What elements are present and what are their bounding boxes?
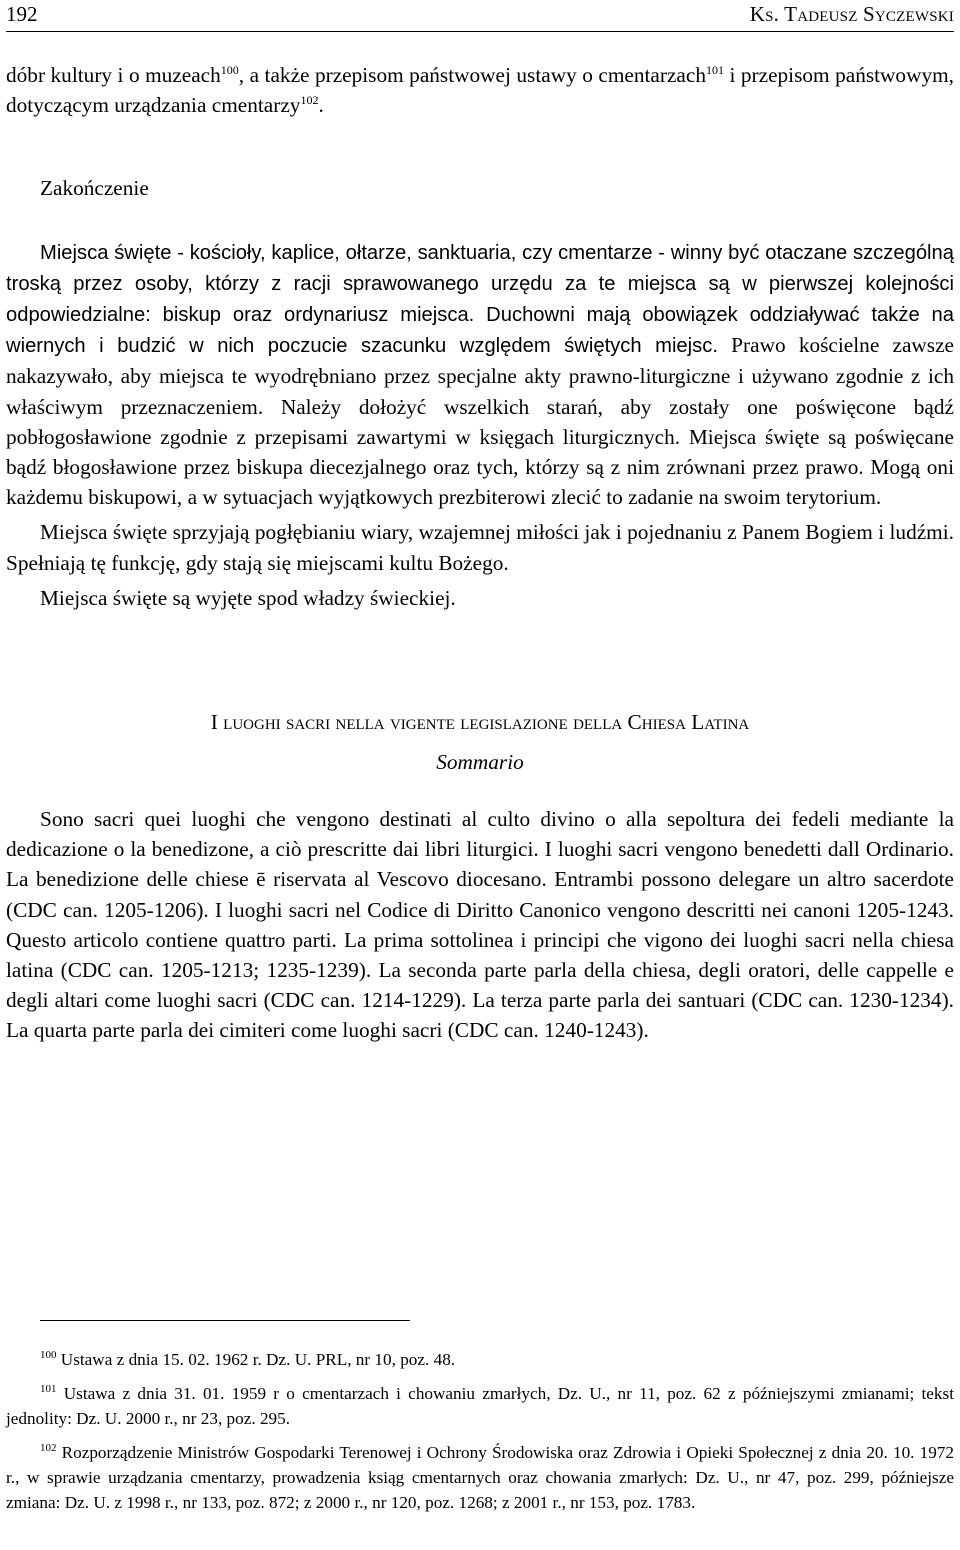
footnote-text: Rozporządzenie Ministrów Gospodarki Terenowej i Ochrony Środowiska oraz Zdrowia i Opieki Społecznej z dnia 20. 10. 1972 r., w sprawie urządzania cmentarzy, prowadzenia ksiąg cmentarnych oraz chowania zmarłych: Dz. U., nr 47, poz. 299, późniejsze zmiana: Dz. U. z 1998 r., nr 133, poz. 872; z 2000 r., nr 120, poz. 1268; z 2001 r., nr 153, poz. 1783. <box>6 1443 954 1512</box>
page-number: 192 <box>6 2 38 26</box>
footnote-text: Ustawa z dnia 15. 02. 1962 r. Dz. U. PRL, nr 10, poz. 48. <box>56 1350 456 1369</box>
intro-paragraph <box>6 60 954 120</box>
conclusion-paragraph-3: Miejsca święte są wyjęte spod władzy świeckiej. <box>40 585 456 610</box>
footnote-ref-101[interactable]: 101 <box>705 63 724 77</box>
conclusion-paragraph-1 <box>6 237 954 513</box>
running-header <box>6 2 954 28</box>
summary-subtitle: Sommario <box>436 750 524 775</box>
footnote-number: 102 <box>40 1442 57 1454</box>
intro-text-d: . <box>318 93 324 118</box>
footnote-rule <box>40 1320 410 1321</box>
summary-title: I luoghi sacri nella vigente legislazione della Chiesa Latina <box>210 710 750 735</box>
footnote-100 <box>6 1347 954 1372</box>
spacer <box>6 777 954 804</box>
spacer <box>6 737 954 747</box>
intro-text-a: dóbr kultury i o muzeach <box>6 63 221 87</box>
conclusion-paragraph-2: Miejsca święte sprzyjają pogłębianiu wiary, wzajemnej miłości jak i pojednaniu z Panem Bogiem i ludźmi. Spełniają tę funkcję, gdy stają się miejscami kultu Bożego. <box>6 520 954 575</box>
intro-text-b: , a także przepisom państwowej ustawy o cmentarzach <box>238 63 706 87</box>
footnote-text: Ustawa z dnia 31. 01. 1959 r o cmentarzach i chowaniu zmarłych, Dz. U., nr 11, poz. 62 z późniejszymi zmianami; tekst jednolity: Dz. U. 2000 r., nr 23, poz. 295. <box>6 1384 954 1428</box>
running-author: Ks. Tadeusz Syczewski <box>749 2 954 26</box>
footnote-number: 101 <box>40 1383 57 1395</box>
footnote-ref-100[interactable]: 100 <box>220 63 239 77</box>
spacer <box>6 613 954 707</box>
summary-paragraph: Sono sacri quei luoghi che vengono destinati al culto divino o alla sepoltura dei fedeli mediante la dedicazione o la benedizone, a ciò prescritte dai libri liturgici. I luoghi sacri vengono benedetti dall Ordinario. La benedizione delle chiese ē riservata al Vescovo diocesano. Entrambi possono delegare un altro sacerdote (CDC can. 1205-1206). I luoghi sacri nel Codice di Diritto Canonico vengono descritti nei canoni 1205-1243. Questo articolo contiene quattro parti. La prima sottolinea i principi che vigono dei luoghi sacri nella chiesa latina (CDC can. 1205-1213; 1235-1239). La seconda parte parla della chiesa, degli oratori, delle cappelle e degli altari come luoghi sacri (CDC can. 1214-1229). La terza parte parla dei santuari (CDC can. 1230-1234). La quarta parte parla dei cimiteri come luoghi sacri (CDC can. 1240-1243). <box>6 807 954 1043</box>
main-content <box>6 60 954 1046</box>
header-rule <box>6 31 954 32</box>
section-heading-conclusion: Zakończenie <box>40 176 149 201</box>
footnotes <box>6 1347 954 1515</box>
conclusion-sans-text: Miejsca święte - kościoły, kaplice, ołtarze, sanktuaria, czy cmentarze - winny być otaczane szczególną troską przez osoby, którzy z racji sprawowanego urzędu za te miejsca są w pierwszej kolejności odpowiedzialne: biskup oraz ordynariusz miejsca. Duchowni mają obowiązek oddziaływać także na wiernych i budzić w nich poczucie szacunku względem świętych miejsc. <box>6 241 954 358</box>
spacer <box>6 1431 954 1440</box>
footnote-ref-102[interactable]: 102 <box>300 93 319 108</box>
spacer <box>6 1372 954 1381</box>
footnote-number: 100 <box>40 1349 57 1361</box>
spacer <box>6 204 954 237</box>
footnote-101 <box>6 1381 954 1431</box>
spacer <box>6 120 954 173</box>
conclusion-serif-text: Prawo kościelne zawsze nakazywało, aby miejsca te wyodrębniano przez specjalne akty prawno-liturgiczne i używano zgodnie z ich właściwym przeznaczeniem. Należy dołożyć wszelkich starań, aby zostały one poświęcone bądź pobłogosławione zgodnie z przepisami zawartymi w księgach liturgicznych. Miejsca święte są poświęcane bądź błogosławione przez biskupa diecezjalnego oraz tych, którzy są z nim zrównani przez prawo. Mogą oni każdemu biskupowi, a w sytuacjach wyjątkowych prezbiterowi zlecić to zadanie na swoim terytorium. <box>6 333 954 510</box>
footnote-102 <box>6 1440 954 1515</box>
intro-text-c: i przepisom państwowym, dotyczącym urządzania cmentarzy <box>6 63 954 118</box>
